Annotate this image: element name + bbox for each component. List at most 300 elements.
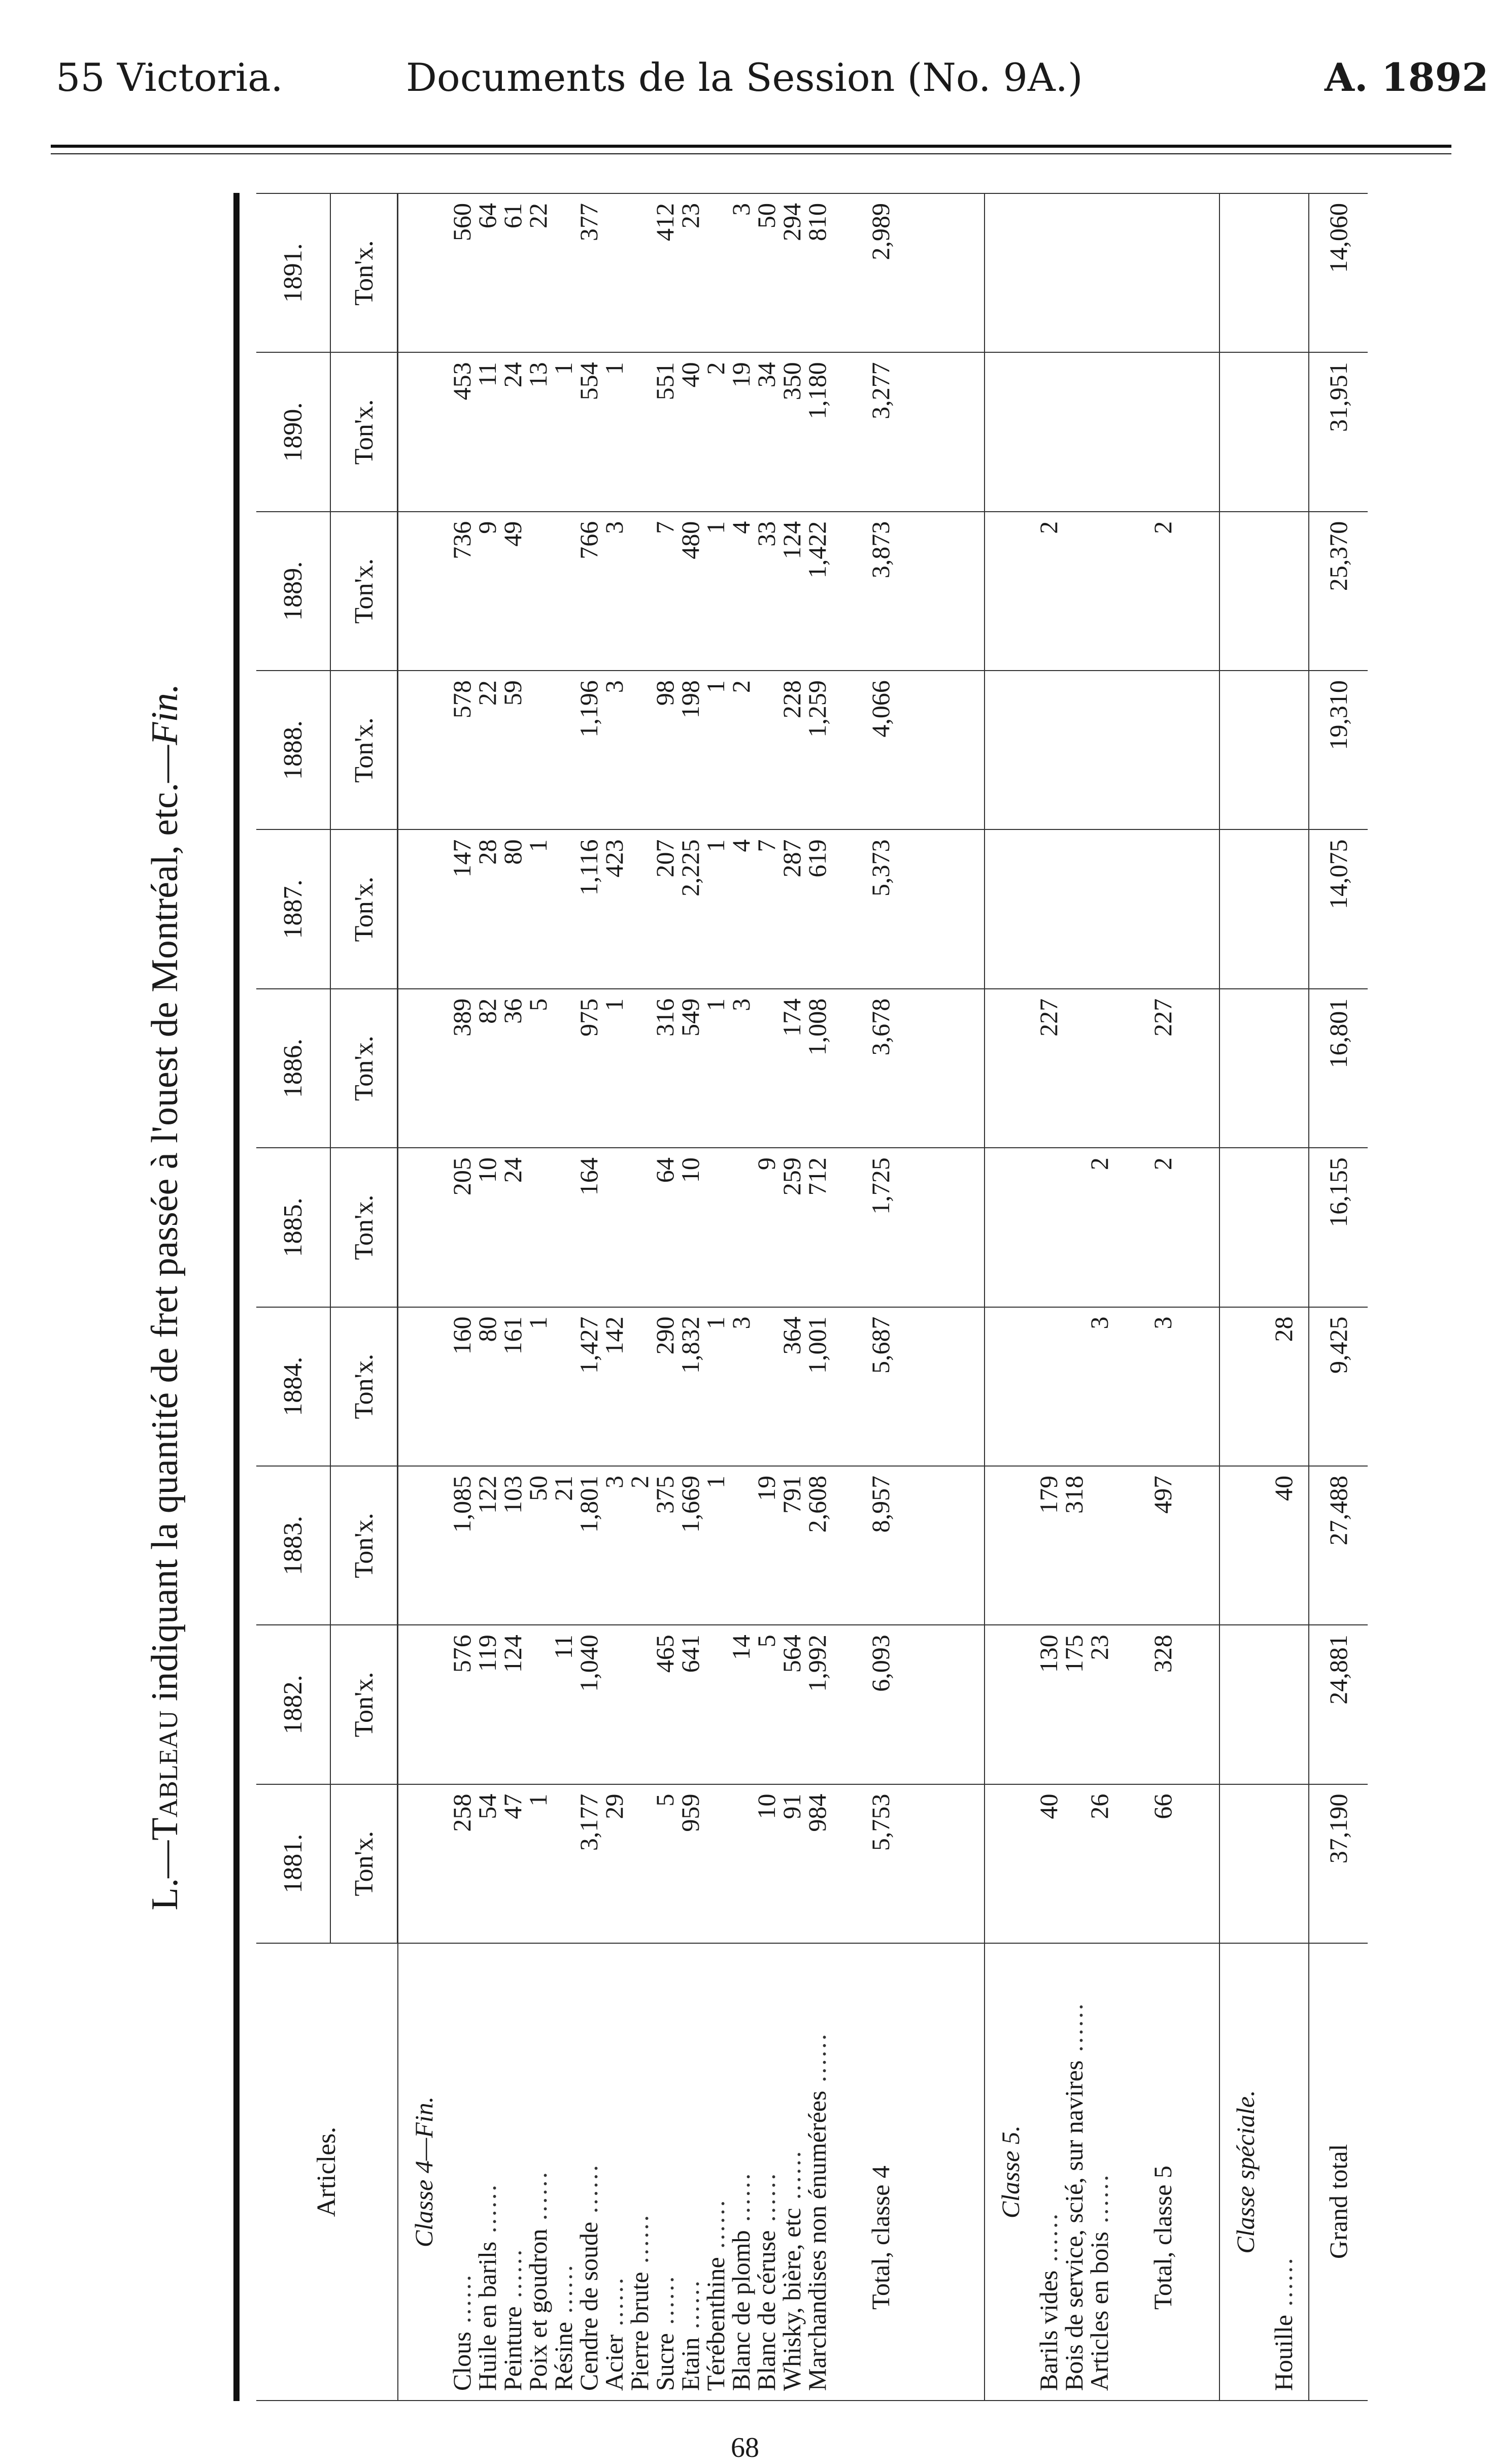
table-cell-value: 375 (651, 1475, 679, 1514)
table-cell-value: 294 (777, 203, 806, 241)
table-cell-value: 130 (1034, 1635, 1063, 1673)
table-cell-value: 11 (473, 362, 501, 387)
year-cell (985, 1466, 1220, 1625)
table-cell-value (1271, 1794, 1296, 1934)
table-cell-value: 560 (448, 203, 476, 241)
caption-spacer (985, 1635, 1036, 1774)
caption-spacer (985, 839, 1036, 979)
table-cell-value (627, 1794, 652, 1934)
table-cell-value: 3 (600, 1475, 628, 1488)
table-cell-value: 19 (752, 1475, 781, 1501)
table-cell-value: 174 (777, 998, 806, 1037)
leader-dots: ...... (650, 2274, 679, 2334)
table-cell-value: 160 (448, 1316, 476, 1355)
table-cell-value: 1 (701, 839, 730, 852)
table-cell-value: 24 (498, 362, 527, 388)
column-header-year: 1888. (256, 671, 330, 829)
section-total-value: 5,373 (866, 839, 895, 896)
year-cell (398, 193, 985, 352)
article-label: Houille (1269, 2315, 1298, 2391)
row-label (804, 1953, 830, 2391)
table-cell-value: 1,008 (803, 998, 831, 1056)
table-cell-value: 258 (448, 1793, 476, 1832)
header-rule-thin (51, 153, 1451, 154)
grand-total-row (1309, 193, 1368, 2401)
table-cell-value (703, 203, 728, 343)
article-label: Cendre de soude (574, 2221, 603, 2391)
table-cell-value: 5 (752, 1635, 781, 1648)
table-cell-value: 1,085 (448, 1475, 476, 1533)
table-cell-value: 350 (777, 362, 806, 401)
caption-spacer (985, 203, 1036, 343)
table-cell-value (627, 1635, 652, 1774)
header-session-year: 55 Victoria. (56, 55, 283, 100)
table-cell-value (703, 1635, 728, 1774)
spacer (830, 203, 855, 343)
table-cell-value: 3,177 (574, 1793, 603, 1851)
year-cell (1219, 1625, 1308, 1784)
table-cell-value: 50 (524, 1475, 552, 1501)
table-cell-value: 1 (701, 521, 730, 534)
articles-cell (985, 1943, 1220, 2401)
table-cell-value: 1 (600, 998, 628, 1011)
table-cell-value: 975 (574, 998, 603, 1037)
column-header-year: 1881. (256, 1784, 330, 1943)
caption-spacer (985, 1794, 1036, 1934)
table-cell-value: 480 (676, 521, 704, 559)
spacer (830, 1476, 855, 1615)
section-total-value: 328 (1148, 1635, 1177, 1673)
leader-dots: ...... (802, 2032, 831, 2091)
table-cell-value: 1 (701, 998, 730, 1011)
year-cell (985, 193, 1220, 352)
table-cell-value: 1,669 (676, 1475, 704, 1533)
grand-total-value: 16,801 (1324, 998, 1353, 1069)
table-cell-value (601, 1635, 627, 1774)
column-header-unit: Ton'x. (330, 193, 398, 352)
caption-spacer (398, 362, 449, 502)
spacer (1112, 839, 1137, 979)
year-cell (1219, 1784, 1308, 1943)
grand-total-cell (1309, 512, 1368, 671)
table-cell-value: 26 (1084, 1793, 1113, 1819)
column-header-year: 1884. (256, 1307, 330, 1466)
year-cell (1219, 989, 1308, 1148)
table-cell-value: 576 (448, 1635, 476, 1673)
table-top-rule (233, 193, 240, 2401)
article-label: Bois de service, scié, sur navires (1059, 2060, 1088, 2391)
caption-spacer (398, 1794, 449, 1934)
column-header-unit: Ton'x. (330, 1466, 398, 1625)
table-cell-value (1271, 362, 1296, 502)
caption-spacer (1220, 362, 1271, 502)
table-cell-value: 82 (473, 998, 501, 1024)
grand-total-value: 37,190 (1324, 1793, 1353, 1864)
table-cell-value: 810 (803, 203, 831, 241)
year-cell (985, 1307, 1220, 1466)
freight-table (256, 193, 1368, 2401)
column-header-year: 1882. (256, 1625, 330, 1784)
section-total-value: 3 (1148, 1316, 1177, 1329)
section-total-value: 66 (1148, 1793, 1177, 1819)
table-cell-value: 984 (803, 1793, 831, 1832)
table-cell-value: 21 (549, 1475, 578, 1501)
table-cell-value (703, 1794, 728, 1934)
table-cell-value: 3 (1084, 1316, 1113, 1329)
caption-spacer (398, 1476, 449, 1615)
table-cell-value: 564 (777, 1635, 806, 1673)
caption-spacer (398, 203, 449, 343)
caption-spacer (985, 362, 1036, 502)
column-header-year: 1891. (256, 193, 330, 352)
year-cell (1219, 352, 1308, 511)
table-cell-value (1087, 1476, 1112, 1615)
table-cell-value (1087, 521, 1112, 661)
table-cell-value: 40 (1269, 1475, 1298, 1501)
section-total-value: 3,277 (866, 362, 895, 419)
caption-spacer (1220, 839, 1271, 979)
year-cell (398, 1784, 985, 1943)
grand-total-cell (1309, 829, 1368, 988)
table-cell-value: 1,832 (676, 1316, 704, 1374)
year-cell (985, 352, 1220, 511)
table-cell-value: 10 (752, 1793, 781, 1819)
article-label: Etain (675, 2337, 704, 2391)
caption-spacer (1220, 521, 1271, 661)
section-class-4 (398, 193, 985, 2401)
table-title-smallcaps: Tableau (144, 1710, 186, 1841)
year-cell (398, 1466, 985, 1625)
section-total-value: 6,093 (866, 1635, 895, 1692)
table-cell-value (601, 1157, 627, 1297)
year-cell (398, 829, 985, 988)
table-cell-value (703, 1157, 728, 1297)
row-label (652, 1953, 677, 2391)
caption-spacer (1220, 1476, 1271, 1615)
row-label (703, 1953, 728, 2391)
table-cell-value: 50 (752, 203, 781, 228)
table-cell-value: 33 (752, 521, 781, 547)
column-header-unit: Ton'x. (330, 1784, 398, 1943)
section-total-value: 2,989 (866, 203, 895, 260)
section-total-value: 5,687 (866, 1316, 895, 1374)
row-label (1036, 1953, 1061, 2391)
table-cell-value: 207 (651, 839, 679, 878)
table-cell-value: 259 (777, 1157, 806, 1196)
table-cell-value: 1,180 (803, 362, 831, 419)
section-total-value (1137, 680, 1188, 820)
table-cell-value: 641 (676, 1635, 704, 1673)
article-label: Barils vides (1034, 2270, 1063, 2391)
section-total-value (1137, 203, 1188, 343)
leader-dots: ...... (498, 2247, 527, 2307)
table-cell-value (1087, 998, 1112, 1138)
page-number: 68 (731, 2432, 759, 2463)
table-cell-value (627, 680, 652, 820)
table-cell-value: 228 (777, 680, 806, 719)
year-cell (985, 829, 1220, 988)
table-cell-value: 34 (752, 362, 781, 388)
column-header-unit: Ton'x. (330, 1148, 398, 1307)
table-cell-value: 423 (600, 839, 628, 878)
table-cell-value: 28 (1269, 1316, 1298, 1342)
spacer (830, 1794, 855, 1934)
caption-spacer (1220, 998, 1271, 1138)
header-document-title: Documents de la Session (No. 9A.) (406, 55, 1083, 100)
table-cell-value: 3 (727, 203, 755, 216)
caption-spacer (985, 1157, 1036, 1297)
spacer (1112, 1635, 1137, 1774)
grand-total-value: 16,155 (1324, 1157, 1353, 1227)
table-cell-value: 61 (498, 203, 527, 228)
table-cell-value: 1 (524, 1793, 552, 1807)
table-cell-value (1036, 362, 1061, 502)
caption-spacer (985, 1317, 1036, 1456)
table-cell-value: 40 (1034, 1793, 1063, 1819)
table-cell-value: 2 (1034, 521, 1063, 534)
table-title-prefix: L.— (144, 1840, 186, 1911)
row-label (500, 1953, 525, 2391)
leader-dots: ...... (701, 2198, 730, 2257)
caption-spacer (398, 839, 449, 979)
table-cell-value: 91 (777, 1793, 806, 1819)
row-label (601, 1953, 627, 2391)
table-cell-value: 1,801 (574, 1475, 603, 1533)
article-label: Articles en bois (1084, 2232, 1113, 2391)
articles-cell (398, 1943, 985, 2401)
section-total-value (1137, 362, 1188, 502)
table-cell-value (525, 1157, 551, 1297)
table-cell-value: 64 (651, 1157, 679, 1183)
table-cell-value (1271, 839, 1296, 979)
spacer (830, 1157, 855, 1297)
article-label: Blanc de plomb (726, 2230, 755, 2391)
table-cell-value (627, 1157, 652, 1297)
table-cell-value: 2,608 (803, 1475, 831, 1533)
table-cell-value: 36 (498, 998, 527, 1024)
section-total-value: 4,066 (866, 680, 895, 738)
table-cell-value: 3 (600, 680, 628, 693)
table-cell-value (627, 521, 652, 661)
spacer (1112, 362, 1137, 502)
section-total-value: 2 (1148, 1157, 1177, 1171)
table-cell-value: 80 (473, 1316, 501, 1342)
table-cell-value: 11 (549, 1635, 578, 1659)
leader-dots: ...... (599, 2276, 628, 2335)
year-cell (398, 671, 985, 829)
leader-dots: ...... (777, 2149, 806, 2208)
caption-spacer (1220, 680, 1271, 820)
spacer (830, 362, 855, 502)
table-cell-value (728, 1476, 754, 1615)
spacer (830, 1317, 855, 1456)
table-cell-value (551, 521, 576, 661)
grand-total-value: 19,310 (1324, 680, 1353, 750)
year-cell (985, 512, 1220, 671)
table-cell-value: 389 (448, 998, 476, 1037)
year-cell (1219, 829, 1308, 988)
table-cell-value: 40 (676, 362, 704, 388)
leader-dots: ...... (574, 2163, 603, 2222)
table-cell-value: 205 (448, 1157, 476, 1196)
spacer (830, 1635, 855, 1774)
section-total-value: 5,753 (866, 1793, 895, 1851)
row-label (449, 1953, 474, 2391)
table-cell-value: 24 (498, 1157, 527, 1183)
table-cell-value: 1 (524, 839, 552, 852)
row-label (525, 1953, 551, 2391)
table-cell-value: 3 (727, 998, 755, 1011)
spacer (1112, 1794, 1137, 1934)
table-cell-value (1271, 203, 1296, 343)
table-cell-value: 147 (448, 839, 476, 878)
year-cell (1219, 1466, 1308, 1625)
caption-spacer (398, 1157, 449, 1297)
article-label: Huile en barils (472, 2241, 501, 2391)
grand-total-cell (1309, 1148, 1368, 1307)
table-cell-value (627, 998, 652, 1138)
grand-total-cell (1309, 352, 1368, 511)
caption-spacer (1220, 1635, 1271, 1774)
grand-total-cell (1309, 1307, 1368, 1466)
spacer (1112, 1953, 1137, 2391)
grand-total-value: 14,060 (1324, 203, 1353, 273)
table-cell-value (1061, 203, 1087, 343)
table-cell-value (754, 998, 779, 1138)
article-label: Résine (549, 2321, 578, 2391)
year-cell (985, 989, 1220, 1148)
column-header-year: 1883. (256, 1466, 330, 1625)
table-cell-value: 3 (727, 1316, 755, 1329)
table-cell-value: 142 (600, 1316, 628, 1355)
table-cell-value (627, 362, 652, 502)
table-cell-value: 551 (651, 362, 679, 401)
year-cell (1219, 671, 1308, 829)
section-caption: Classe 5. (996, 2125, 1025, 2219)
table-cell-value: 377 (574, 203, 603, 241)
article-label: Peinture (498, 2306, 527, 2391)
table-cell-value: 2 (625, 1475, 654, 1488)
row-label (1084, 1953, 1113, 2391)
leader-dots: ...... (472, 2183, 501, 2242)
year-cell (398, 352, 985, 511)
row-label (474, 1953, 500, 2391)
table-cell-value: 23 (676, 203, 704, 228)
table-cell-value: 1,001 (803, 1316, 831, 1374)
leader-dots: ...... (752, 2171, 781, 2230)
table-cell-value: 164 (574, 1157, 603, 1196)
table-cell-value (551, 839, 576, 979)
year-cell (1219, 512, 1308, 671)
column-header-year: 1886. (256, 989, 330, 1148)
table-cell-value (1061, 1157, 1087, 1297)
column-header-year: 1885. (256, 1148, 330, 1307)
section-special (1219, 193, 1308, 2401)
table-cell-value: 175 (1059, 1635, 1088, 1673)
table-cell-value (1087, 839, 1112, 979)
column-header-unit: Ton'x. (330, 1625, 398, 1784)
table-cell-value: 2 (727, 680, 755, 693)
table-cell-value (1036, 203, 1061, 343)
caption-spacer (398, 998, 449, 1138)
table-cell-value: 364 (777, 1316, 806, 1355)
section-total-value: 227 (1148, 998, 1177, 1037)
table-cell-value: 465 (651, 1635, 679, 1673)
caption-spacer (398, 1635, 449, 1774)
table-cell-value: 1,040 (574, 1635, 603, 1692)
table-cell-value: 412 (651, 203, 679, 241)
table-cell-value: 13 (524, 362, 552, 388)
table-cell-value (1271, 521, 1296, 661)
table-cell-value: 1 (549, 362, 578, 375)
table-cell-value: 22 (524, 203, 552, 228)
leader-dots: ...... (726, 2171, 755, 2230)
section-total-label: Total, classe 4 (866, 2166, 895, 2310)
spacer (1112, 998, 1137, 1138)
table-cell-value: 316 (651, 998, 679, 1037)
year-cell (398, 1148, 985, 1307)
table-cell-value: 1 (701, 1316, 730, 1329)
header-rule (51, 145, 1451, 148)
grand-total-cell (1309, 1784, 1368, 1943)
column-header-year: 1887. (256, 829, 330, 988)
table-cell-value: 59 (498, 680, 527, 706)
year-cell (1219, 1307, 1308, 1466)
table-cell-value: 98 (651, 680, 679, 706)
table-cell-value: 227 (1034, 998, 1063, 1037)
table-cell-value: 19 (727, 362, 755, 388)
grand-total-cell (1309, 671, 1368, 829)
table-cell-value (1087, 680, 1112, 820)
section-total-value: 497 (1148, 1475, 1177, 1514)
caption-spacer (985, 998, 1036, 1138)
table-cell-value: 791 (777, 1475, 806, 1514)
table-cell-value (1036, 1157, 1061, 1297)
table-cell-value (551, 1317, 576, 1456)
caption-spacer (398, 521, 449, 661)
section-total-value: 1,725 (866, 1157, 895, 1215)
table-cell-value: 49 (498, 521, 527, 547)
table-cell-value: 64 (473, 203, 501, 228)
table-cell-value: 287 (777, 839, 806, 878)
leader-dots: ...... (549, 2263, 578, 2322)
leader-dots: ...... (625, 2213, 654, 2272)
grand-total-value: 27,488 (1324, 1475, 1353, 1546)
section-total-value (1137, 839, 1188, 979)
caption-spacer (1220, 1794, 1271, 1934)
table-cell-value: 1,196 (574, 680, 603, 738)
grand-total-value: 24,881 (1324, 1635, 1353, 1705)
table-cell-value: 4 (727, 521, 755, 534)
caption-spacer (398, 1317, 449, 1456)
article-label: Acier (599, 2334, 628, 2391)
spacer (1112, 1476, 1137, 1615)
table-cell-value (551, 1794, 576, 1934)
table-cell-value (551, 203, 576, 343)
table-cell-value (1087, 203, 1112, 343)
spacer (1112, 521, 1137, 661)
table-title-suffix: Fin. (144, 683, 186, 745)
section-total-label: Total, classe 5 (1148, 2166, 1177, 2310)
article-label: Clous (447, 2332, 476, 2391)
table-cell-value: 549 (676, 998, 704, 1037)
table-cell-value (1271, 680, 1296, 820)
table-cell-value: 736 (448, 521, 476, 559)
row-label (779, 1953, 804, 2391)
year-cell (398, 1307, 985, 1466)
section-total-value: 2 (1148, 521, 1177, 534)
spacer (830, 521, 855, 661)
